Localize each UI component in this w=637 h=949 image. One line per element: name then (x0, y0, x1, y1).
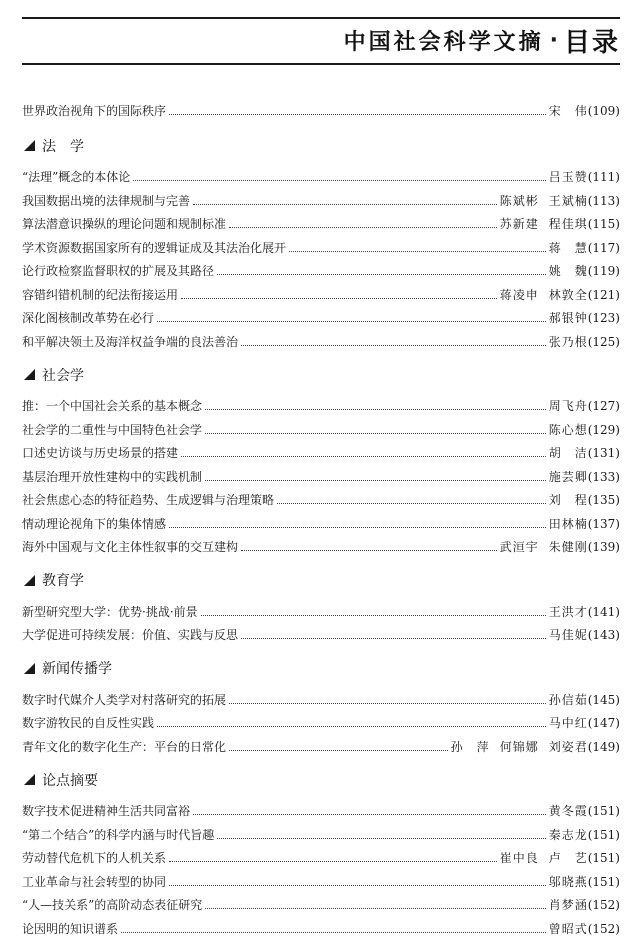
author-name: 施芸卿 (548, 469, 588, 484)
author-name: 吕玉赞 (548, 170, 588, 184)
entry-authors (500, 288, 588, 302)
entry-authors (549, 335, 588, 349)
author-name: 朱健刚 (548, 540, 588, 554)
toc-entry[interactable] (22, 818, 620, 842)
author-name: 林敦全 (548, 287, 588, 302)
author-name: 马中红 (548, 716, 588, 730)
journal-title: 中国社会科学文摘 (343, 29, 544, 55)
entry-title: 口述史访谈与历史场景的搭建 (22, 446, 179, 460)
section-heading (22, 362, 620, 388)
entry-page-number: (131) (587, 446, 620, 460)
author-name: 肖梦涵 (548, 898, 588, 912)
entry-title: 学术资源数据国家所有的逻辑证成及其法治化展开 (22, 240, 287, 255)
entry-authors (451, 740, 588, 754)
toc-section (22, 567, 620, 642)
entry-title: “人—技关系”的高阶动态表征研究 (22, 898, 203, 912)
entry-authors (549, 264, 588, 278)
entry-authors (500, 851, 588, 865)
entry-authors (549, 828, 588, 842)
dot-leader (289, 251, 546, 252)
entry-title: 社会学的二重性与中国特色社会学 (22, 422, 203, 437)
entry-title: 新型研究型大学：优势·挑战·前景 (22, 604, 198, 619)
toc-entry[interactable] (22, 595, 620, 619)
entry-title: 海外中国观与文化主体性叙事的交互建构 (22, 540, 239, 554)
entry-authors (549, 446, 588, 460)
dot-leader (229, 750, 448, 751)
dot-leader (133, 180, 545, 181)
toc-entry[interactable] (22, 507, 620, 531)
entry-page-number: (135) (587, 493, 620, 507)
author-name: 郝银钟 (548, 311, 588, 325)
entry-page-number: (145) (587, 692, 620, 707)
entry-authors (549, 693, 588, 707)
entry-page-number: (151) (587, 827, 620, 842)
toc-section (22, 133, 620, 349)
dot-leader (205, 433, 546, 434)
table-of-contents (22, 94, 620, 949)
author-name: 刘 程 (548, 493, 588, 507)
dot-leader (201, 615, 546, 616)
toc-entry[interactable] (22, 842, 620, 866)
toc-entry[interactable] (22, 413, 620, 437)
top-rule (22, 17, 620, 19)
author-name: 蒋凌申 (499, 287, 539, 302)
entry-page-number: (147) (587, 716, 620, 730)
toc-entry[interactable] (22, 730, 620, 754)
entry-title: 和平解决领土及海洋权益争端的良法善治 (22, 334, 239, 349)
toc-section (22, 362, 620, 555)
toc-entry[interactable] (22, 865, 620, 889)
entry-authors (549, 311, 588, 325)
dot-leader (169, 527, 546, 528)
entry-title: 深化阁核制改革势在必行 (22, 311, 155, 325)
entry-title: 论行政检察监督职权的扩展及其路径 (22, 264, 215, 278)
entry-page-number: (123) (587, 311, 620, 325)
triangle-marker-icon (24, 663, 35, 674)
entry-title: 社会焦虑心态的特征趋势、生成逻辑与治理策略 (22, 493, 275, 507)
entry-authors (549, 875, 588, 889)
entry-page-number: (139) (587, 540, 620, 554)
entry-authors (549, 399, 588, 413)
entry-page-number: (152) (587, 921, 620, 936)
author-name: 马佳妮 (548, 628, 588, 642)
author-name: 武洹宇 (499, 540, 539, 554)
title-separator: · (549, 27, 558, 53)
entry-title: 数字技术促进精神生活共同富裕 (22, 804, 191, 818)
entry-page-number: (151) (587, 804, 620, 818)
dot-leader (205, 480, 546, 481)
dot-leader (205, 409, 546, 410)
dot-leader (157, 321, 546, 322)
triangle-marker-icon (24, 369, 35, 380)
entry-page-number: (152) (587, 898, 620, 912)
author-name: 邬晓燕 (548, 874, 588, 889)
section-heading (22, 133, 620, 159)
author-name: 胡 洁 (548, 446, 588, 460)
entry-authors (549, 493, 588, 507)
entry-title: 劳动替代危机下的人机关系 (22, 851, 167, 865)
dot-leader (181, 456, 546, 457)
author-name: 宋 伟 (548, 103, 588, 118)
author-name: 曾昭式 (548, 921, 588, 936)
entry-page-number: (109) (587, 103, 620, 118)
entry-page-number: (151) (587, 874, 620, 889)
entry-title: 算法潜意识操纵的理论问题和规制标准 (22, 217, 227, 231)
entry-authors (549, 716, 588, 730)
section-heading-label: 教育学 (42, 573, 84, 589)
author-name: 陈斌彬 (499, 193, 539, 208)
section-heading-label: 法 学 (42, 138, 84, 155)
dot-leader (169, 885, 546, 886)
toc-entry[interactable] (22, 325, 620, 349)
toc-entry[interactable] (22, 531, 620, 555)
section-heading-label: 新闻传播学 (42, 661, 112, 677)
dot-leader (181, 298, 497, 299)
entry-authors (549, 517, 588, 531)
toc-section (22, 767, 620, 936)
entry-title: 数字时代媒介人类学对村落研究的拓展 (22, 692, 227, 707)
toc-entry[interactable] (22, 208, 620, 232)
author-name: 张乃根 (548, 334, 588, 349)
author-name: 秦志龙 (548, 827, 588, 842)
author-name: 孙 萍 (450, 739, 490, 754)
entry-page-number: (151) (587, 851, 620, 865)
triangle-marker-icon (24, 140, 35, 151)
toc-entry[interactable] (22, 437, 620, 461)
dot-leader (193, 204, 497, 205)
entry-title: “第二个结合”的科学内涵与时代旨趣 (22, 827, 215, 842)
author-name: 刘姿君 (548, 739, 588, 754)
entry-title: 大学促进可持续发展：价值、实践与反思 (22, 628, 239, 642)
dot-leader (121, 932, 546, 933)
entry-authors (500, 217, 588, 231)
entry-page-number: (127) (587, 399, 620, 413)
author-name: 陈心想 (548, 422, 588, 437)
entry-authors (549, 605, 588, 619)
dot-leader (193, 814, 546, 815)
author-name: 王洪才 (548, 604, 588, 619)
author-name: 田林楠 (548, 516, 588, 531)
dot-leader (229, 703, 546, 704)
triangle-marker-icon (24, 774, 35, 785)
dot-leader (217, 838, 545, 839)
dot-leader (217, 274, 546, 275)
toc-entry[interactable] (22, 889, 620, 913)
entry-title: 青年文化的数字化生产：平台的日常化 (22, 739, 227, 754)
entry-page-number: (117) (587, 240, 620, 255)
entry-title: 工业革命与社会转型的协同 (22, 874, 167, 889)
entry-authors (549, 423, 588, 437)
author-name: 周飞舟 (548, 399, 588, 413)
toc-entry[interactable] (22, 484, 620, 508)
author-name: 苏新建 (499, 217, 539, 231)
entry-page-number: (141) (587, 604, 620, 619)
toc-entry[interactable] (22, 184, 620, 208)
toc-section (22, 655, 620, 754)
dot-leader (277, 503, 546, 504)
author-name: 黄冬霞 (548, 804, 588, 818)
entry-page-number: (115) (587, 217, 620, 231)
section-heading (22, 567, 620, 593)
toc-entry[interactable] (22, 161, 620, 185)
dot-leader (241, 345, 546, 346)
toc-entry[interactable] (22, 707, 620, 731)
entry-page-number: (137) (587, 516, 620, 531)
entry-title: 情动理论视角下的集体情感 (22, 516, 167, 531)
author-name: 姚 魏 (548, 264, 588, 278)
entry-title: “法理”概念的本体论 (22, 170, 131, 184)
section-heading (22, 767, 620, 793)
entry-authors (549, 470, 588, 484)
entry-page-number: (133) (587, 469, 620, 484)
header-rule (22, 63, 620, 65)
entry-title: 容错纠错机制的纪法衔接运用 (22, 287, 179, 302)
dot-leader (229, 227, 497, 228)
section-heading-label: 论点摘要 (42, 772, 98, 789)
entry-title: 推：一个中国社会关系的基本概念 (22, 399, 203, 413)
section-heading (22, 655, 620, 681)
dot-leader (205, 908, 545, 909)
toc-entry[interactable] (22, 255, 620, 279)
toc-entry[interactable] (22, 390, 620, 414)
dot-leader (169, 861, 497, 862)
author-name: 孙信茹 (548, 692, 588, 707)
entry-page-number: (121) (587, 287, 620, 302)
toc-entry[interactable] (22, 278, 620, 302)
toc-entry[interactable] (22, 619, 620, 643)
dot-leader (157, 726, 546, 727)
entry-title: 数字游牧民的自反性实践 (22, 716, 155, 730)
entry-title: 基层治理开放性建构中的实践机制 (22, 469, 203, 484)
author-name: 蒋 慧 (548, 240, 588, 255)
entry-page-number: (119) (587, 264, 620, 278)
entry-title: 我国数据出境的法律规制与完善 (22, 193, 191, 208)
entry-page-number: (129) (587, 422, 620, 437)
toc-entry[interactable] (22, 94, 620, 118)
toc-entry[interactable] (22, 912, 620, 936)
toc-entry[interactable] (22, 231, 620, 255)
entry-authors (549, 241, 588, 255)
entry-page-number: (143) (587, 628, 620, 642)
entry-page-number: (125) (587, 334, 620, 349)
page-title: 目录 (563, 27, 620, 58)
entry-authors (549, 898, 588, 912)
entry-authors (549, 804, 588, 818)
entry-authors (549, 104, 588, 118)
toc-entry[interactable] (22, 302, 620, 326)
entry-authors (549, 628, 588, 642)
author-name: 卢 艺 (548, 851, 588, 865)
author-name: 程佳琪 (548, 217, 588, 231)
entry-page-number: (149) (587, 739, 620, 754)
dot-leader (241, 550, 497, 551)
entry-authors (549, 922, 588, 936)
dot-leader (241, 638, 546, 639)
author-name: 崔中良 (499, 851, 539, 865)
toc-entry[interactable] (22, 460, 620, 484)
entry-page-number: (111) (587, 170, 620, 184)
entry-title: 论因明的知识谱系 (22, 921, 119, 936)
dot-leader (169, 114, 546, 115)
entry-title: 世界政治视角下的国际秩序 (22, 103, 167, 118)
toc-section (22, 94, 620, 118)
entry-authors (500, 194, 588, 208)
entry-authors (549, 170, 588, 184)
section-heading-label: 社会学 (42, 367, 84, 384)
entry-authors (500, 540, 588, 554)
triangle-marker-icon (24, 575, 35, 586)
author-name: 王斌楠 (548, 193, 588, 208)
entry-page-number: (113) (587, 193, 620, 208)
author-name: 何锦娜 (499, 739, 539, 754)
page-header (22, 20, 620, 60)
toc-entry[interactable] (22, 683, 620, 707)
toc-entry[interactable] (22, 795, 620, 819)
